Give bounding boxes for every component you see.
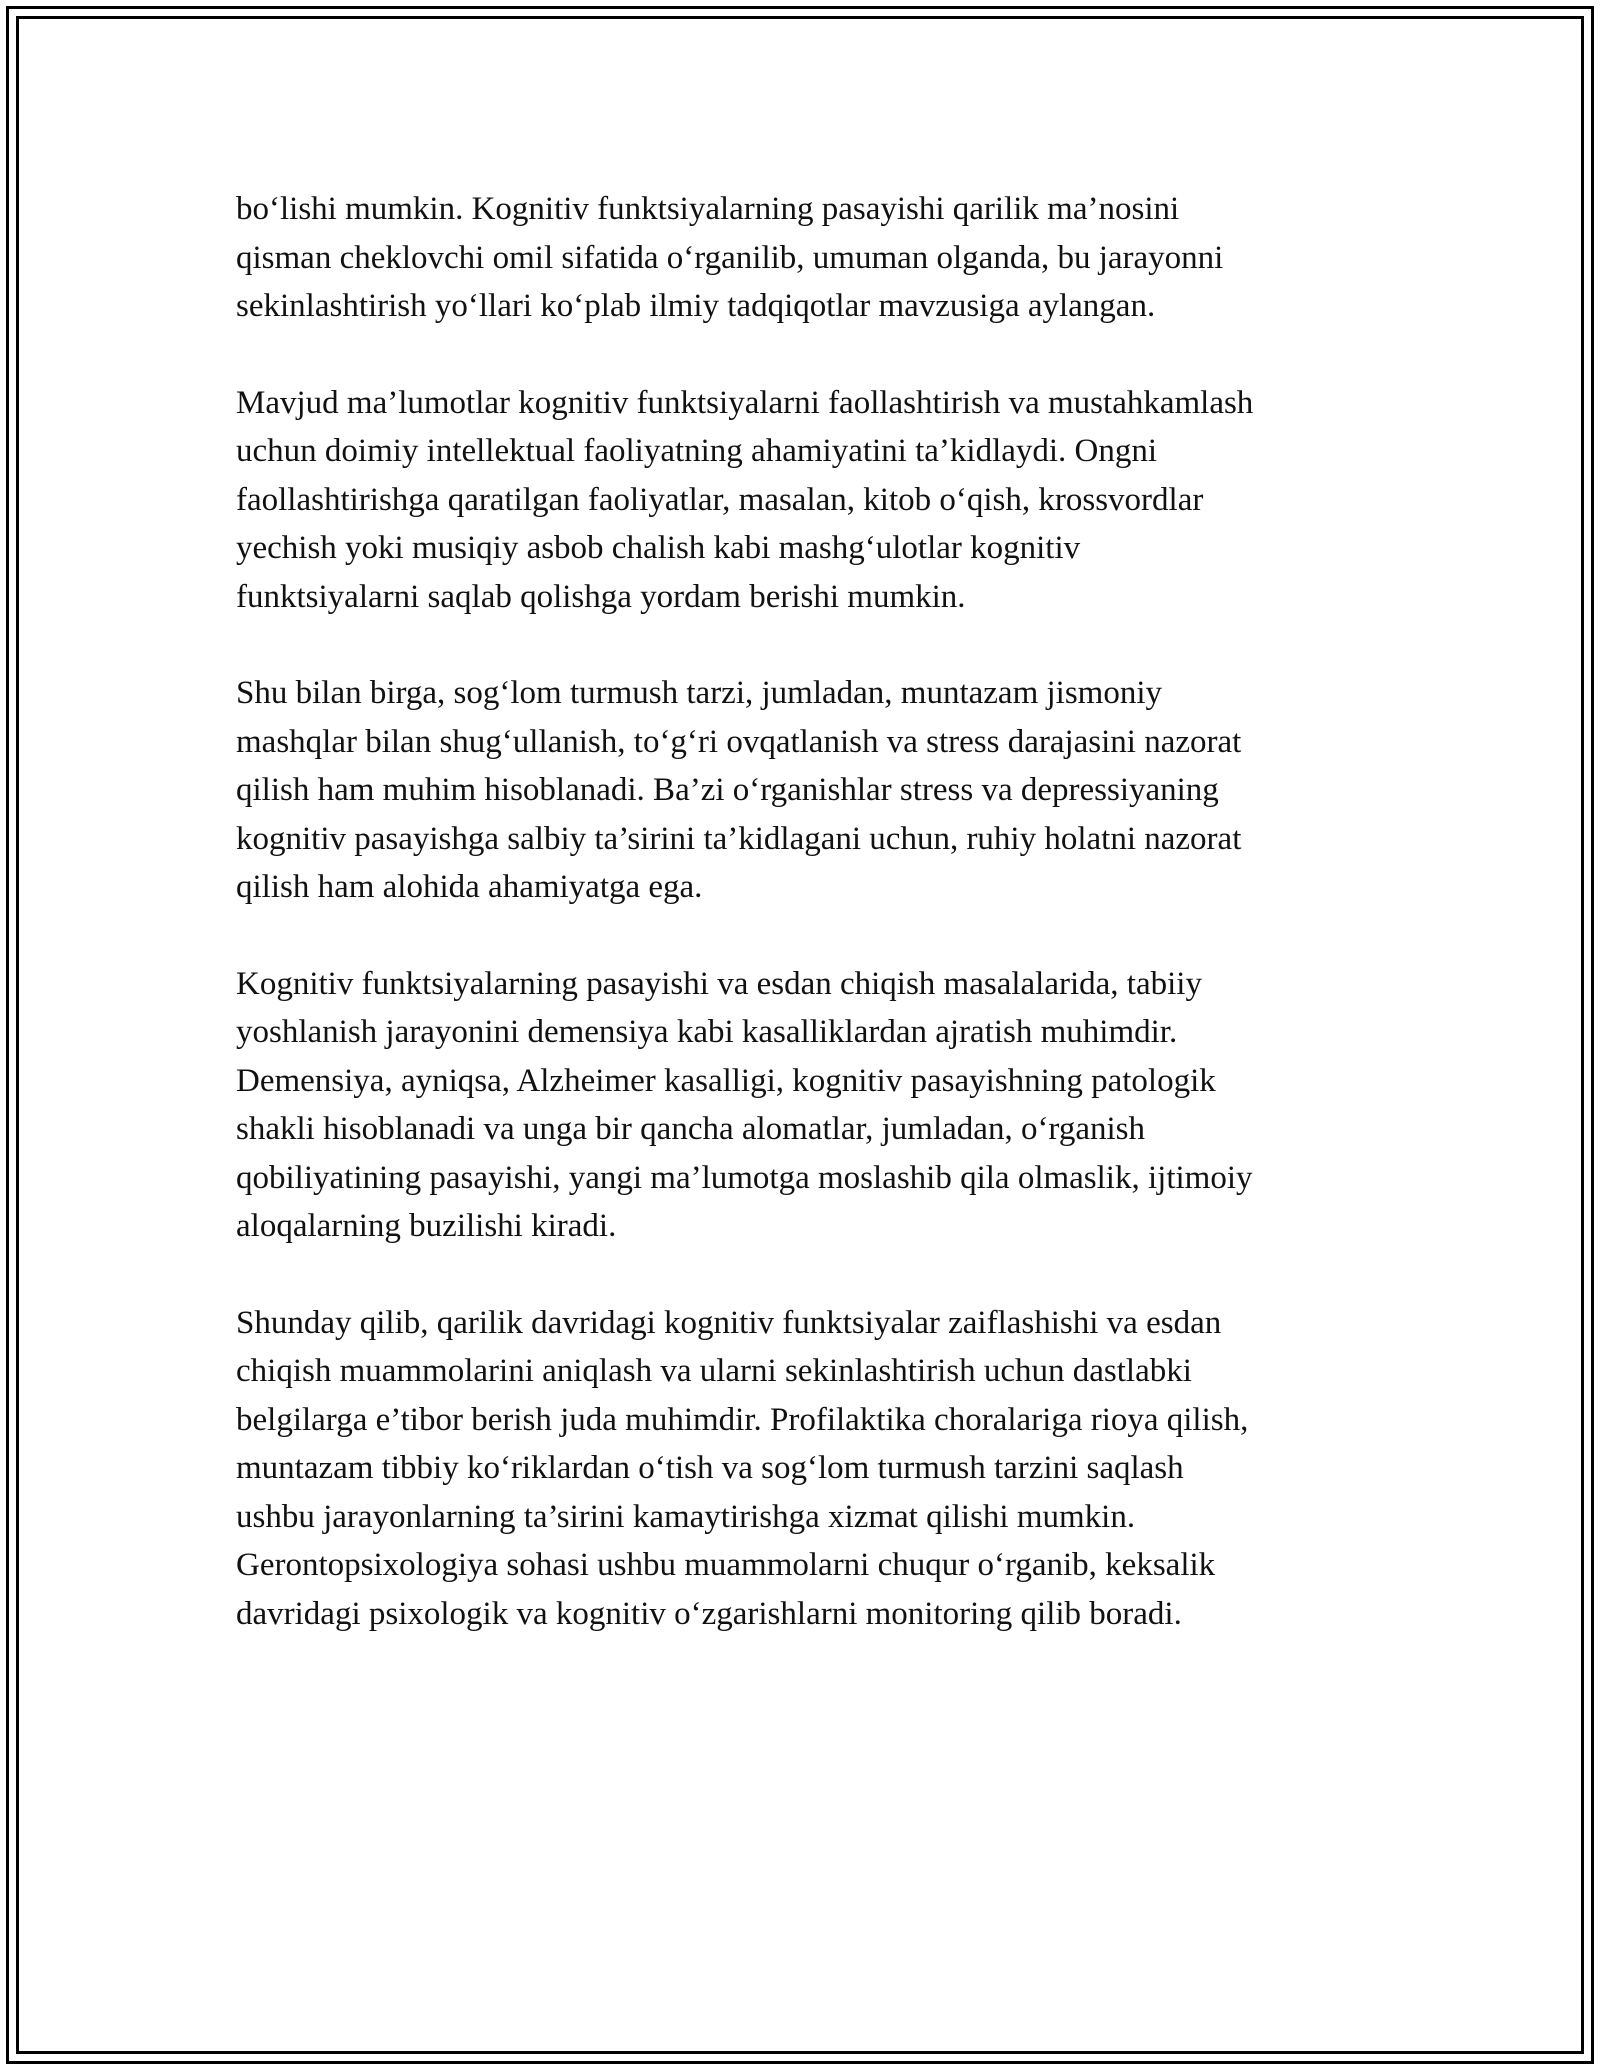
- paragraph-2: [236, 379, 1376, 622]
- paragraph-5: [236, 1299, 1376, 1639]
- text-line: ushbu jarayonlarning ta’sirini kamaytirishga xizmat qilishi mumkin.: [236, 1498, 1136, 1535]
- text-line: shakli hisoblanadi va unga bir qancha alomatlar, jumladan, o‘rganish: [236, 1111, 1145, 1147]
- text-line: davridagi psixologik va kognitiv o‘zgarishlarni monitoring qilib boradi.: [236, 1595, 1182, 1632]
- paragraph-3: [236, 669, 1376, 912]
- text-line: Mavjud ma’lumotlar kognitiv funktsiyalarni faollashtirish va mustahkamlash: [236, 384, 1254, 421]
- text-line: faollashtirishga qaratilgan faoliyatlar, masalan, kitob o‘qish, krossvordlar: [236, 481, 1204, 518]
- text-line: Shunday qilib, qarilik davridagi kognitiv funktsiyalar zaiflashishi va esdan: [236, 1304, 1222, 1341]
- text-line: yoshlanish jarayonini demensiya kabi kasalliklardan ajratish muhimdir.: [236, 1014, 1178, 1050]
- text-line: funktsiyalarni saqlab qolishga yordam berishi mumkin.: [236, 578, 966, 615]
- text-line: muntazam tibbiy ko‘riklardan o‘tish va sog‘lom turmush tarzini saqlash: [236, 1450, 1184, 1486]
- text-line: Shu bilan birga, sog‘lom turmush tarzi, jumladan, muntazam jismoniy: [236, 675, 1163, 711]
- text-line: kognitiv pasayishga salbiy ta’sirini ta’kidlagani uchun, ruhiy holatni nazorat: [236, 820, 1242, 857]
- text-line: bo‘lishi mumkin. Kognitiv funktsiyalarning pasayishi qarilik ma’nosini: [236, 191, 1180, 227]
- text-line: qisman cheklovchi omil sifatida o‘rganilib, umuman olganda, bu jarayonni: [236, 239, 1224, 276]
- paragraph-4: [236, 960, 1376, 1251]
- text-line: yechish yoki musiqiy asbob chalish kabi mashg‘ulotlar kognitiv: [236, 530, 1081, 566]
- text-line: Kognitiv funktsiyalarning pasayishi va esdan chiqish masalalarida, tabiiy: [236, 965, 1202, 1002]
- text-line: belgilarga e’tibor berish juda muhimdir. Profilaktika choralariga rioya qilish,: [236, 1401, 1249, 1438]
- text-line: qobiliyatining pasayishi, yangi ma’lumotga moslashib qila olmaslik, ijtimoiy: [236, 1159, 1253, 1196]
- document-body: [236, 185, 1376, 1686]
- text-line: sekinlashtirish yo‘llari ko‘plab ilmiy tadqiqotlar mavzusiga aylangan.: [236, 288, 1156, 324]
- text-line: aloqalarning buzilishi kiradi.: [236, 1208, 617, 1244]
- text-line: chiqish muammolarini aniqlash va ularni sekinlashtirish uchun dastlabki: [236, 1353, 1192, 1389]
- text-line: Gerontopsixologiya sohasi ushbu muammolarni chuqur o‘rganib, keksalik: [236, 1547, 1216, 1583]
- text-line: mashqlar bilan shug‘ullanish, to‘g‘ri ovqatlanish va stress darajasini nazorat: [236, 723, 1242, 760]
- text-line: qilish ham muhim hisoblanadi. Ba’zi o‘rganishlar stress va depressiyaning: [236, 772, 1219, 808]
- paragraph-1: [236, 185, 1376, 331]
- text-line: Demensiya, ayniqsa, Alzheimer kasalligi, kognitiv pasayishning patologik: [236, 1062, 1216, 1099]
- text-line: uchun doimiy intellektual faoliyatning ahamiyatini ta’kidlaydi. Ongni: [236, 433, 1158, 469]
- text-line: qilish ham alohida ahamiyatga ega.: [236, 869, 703, 905]
